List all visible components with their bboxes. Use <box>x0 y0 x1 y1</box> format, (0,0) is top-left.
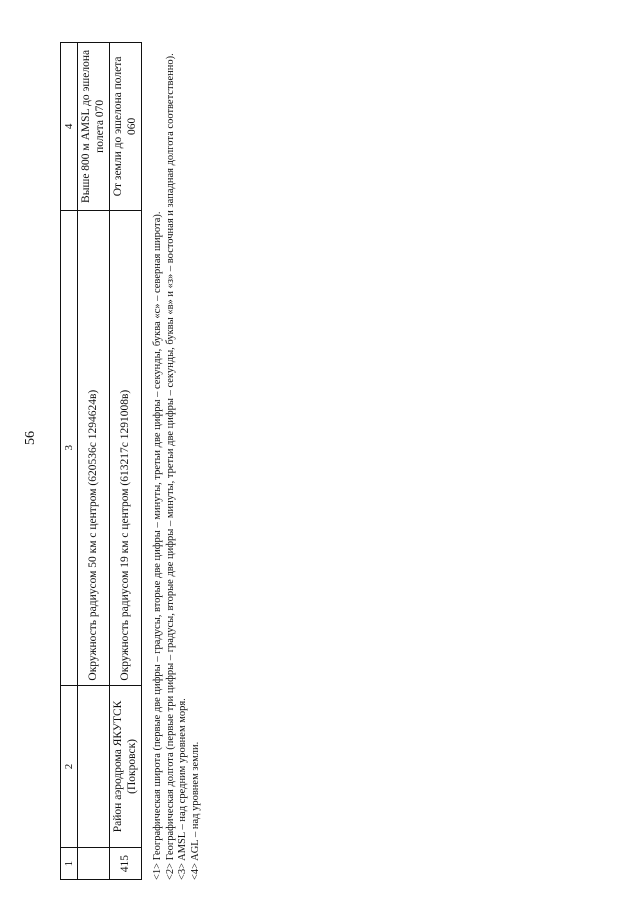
table-row <box>110 43 142 880</box>
airspace-table <box>60 42 142 880</box>
header-cell: 4 <box>61 43 78 211</box>
footnote: <4> AGL – над уровнем земли. <box>189 741 201 880</box>
table-row <box>78 43 110 880</box>
area-cell: Район аэродрома ЯКУТСК (Покровск) <box>110 685 142 848</box>
footnote: <2> Географическая долгота (первые три цифры – градусы, вторые две цифры – минуты, третьи две цифры – секунды, буквы «в» и «з» – восточная и западная долгота соответственно). <box>164 53 176 880</box>
row-number-cell: 415 <box>110 848 142 880</box>
footnotes <box>152 42 202 880</box>
description-cell: Окружность радиусом 50 км с центром (620536с 1294624в) <box>78 210 110 685</box>
row-number-cell <box>78 848 110 880</box>
page-number: 56 <box>23 431 38 445</box>
header-cell: 1 <box>61 848 78 880</box>
altitude-cell: От земли до эшелона полета 060 <box>110 43 142 211</box>
area-cell <box>78 685 110 848</box>
header-cell: 2 <box>61 685 78 848</box>
footnote: <3> AMSL – над средним уровнем моря. <box>177 698 189 880</box>
description-cell: Окружность радиусом 19 км с центром (613217с 1291008в) <box>110 210 142 685</box>
footnote: <1> Географическая широта (первые две цифры – градусы, вторые две цифры – минуты, третьи две цифры – секунды, буква «с» – северная широта). <box>152 211 163 880</box>
rotated-content <box>60 42 260 880</box>
altitude-cell: Выше 800 м AMSL до эшелона полета 070 <box>78 43 110 211</box>
header-cell: 3 <box>61 210 78 685</box>
table-header-row <box>61 43 78 880</box>
